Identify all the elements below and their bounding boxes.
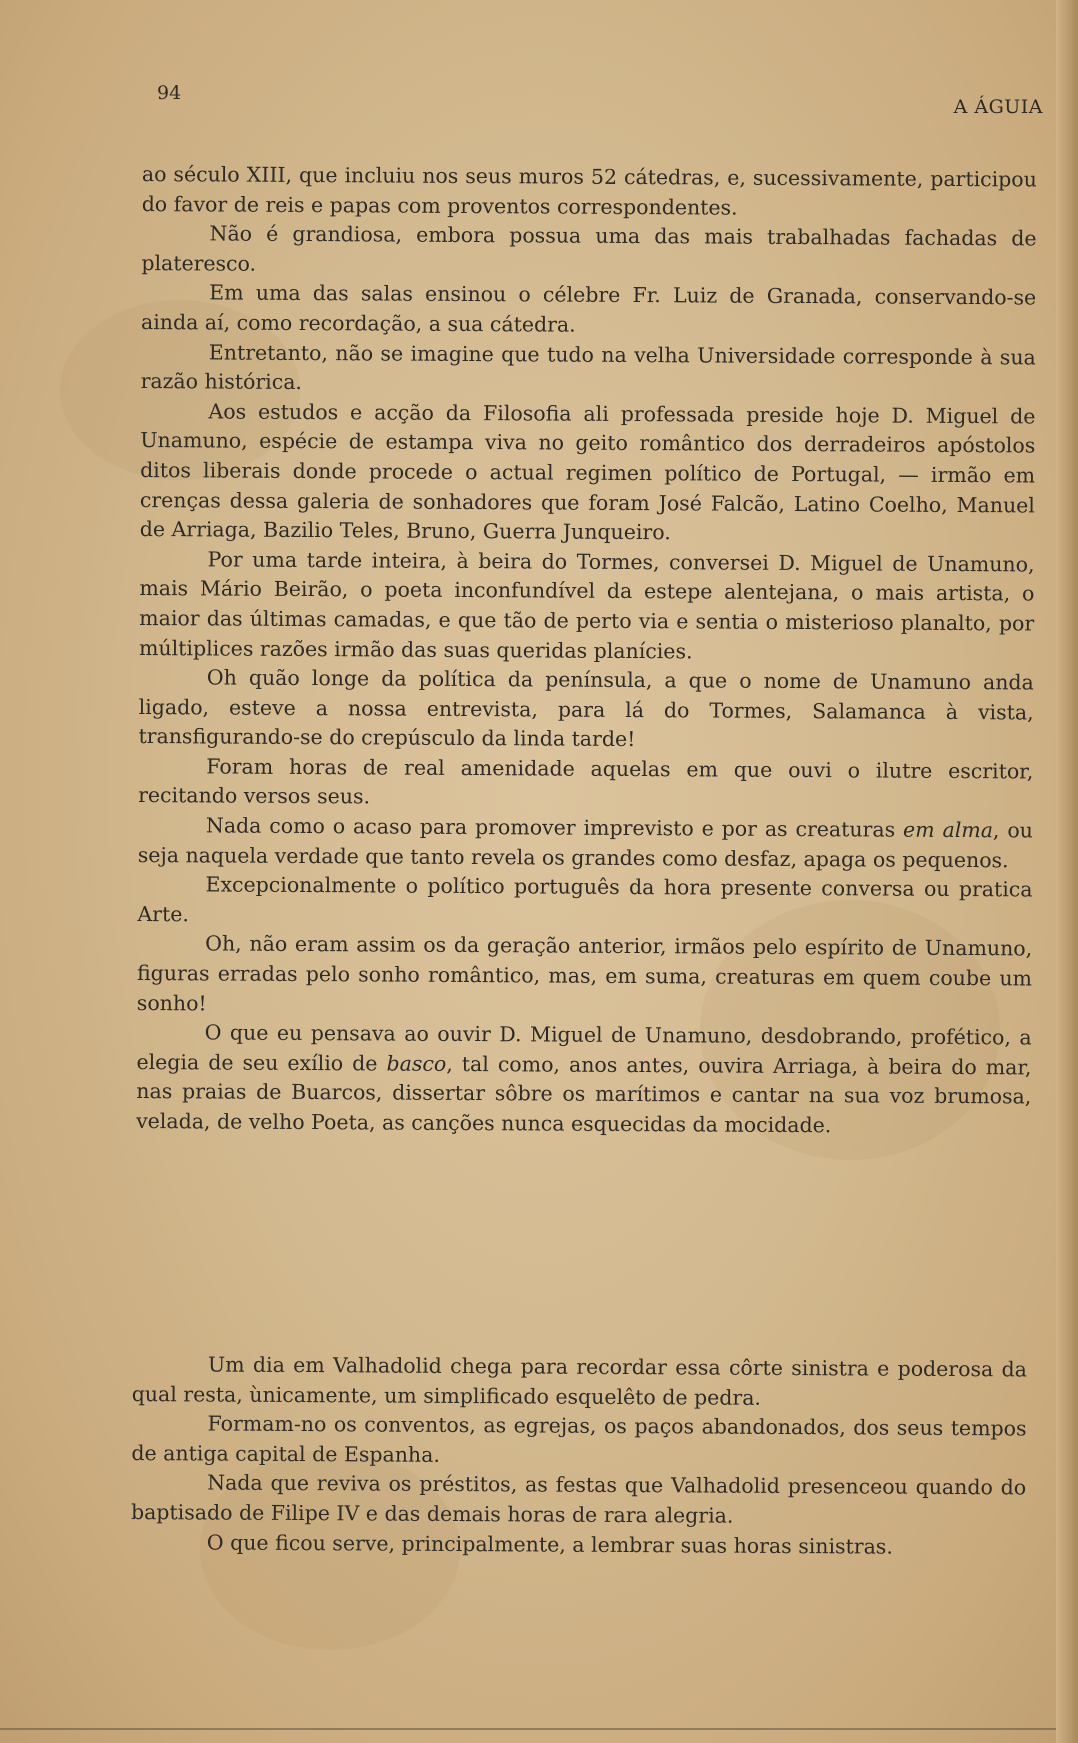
- page-edge: [1056, 0, 1078, 1743]
- page-number: 94: [157, 82, 182, 104]
- paragraph-with-italic: Nada como o acaso para promover imprevisto e por as creaturas em alma, ou seja naquela verdade que tanto revela os grandes como desfaz, apaga os pequenos.: [137, 813, 1034, 872]
- paragraph: Nada que reviva os préstitos, as festas que Valhadolid presenceou quando do baptisado de Filipe IV e das demais horas de rara alegria.: [130, 1470, 1027, 1528]
- page-header: [150, 82, 1045, 118]
- main-text: [136, 160, 1037, 1142]
- second-section-text: [131, 1350, 1027, 1563]
- paragraph: Formam-no os conventos, as egrejas, os paços abandonados, dos seus tempos de antiga capital de Espanha.: [131, 1411, 1027, 1467]
- italic-term: em alma: [902, 817, 994, 843]
- italic-term: basco: [386, 1051, 447, 1076]
- running-head: A ÁGUIA: [953, 96, 1043, 118]
- paragraph: Entretanto, não se imagine que tudo na velha Universidade corresponde à sua razão histórica.: [140, 339, 1036, 395]
- paragraph-with-italic: O que eu pensava ao ouvir D. Miguel de Unamuno, desdobrando, profético, a elegia de seu exílio de basco, tal como, anos antes, ouvira Arriaga, à beira do mar, nas praias de Buarcos, dissertar sôbre os marítimos e cantar na sua voz brumosa, velada, de velho Poeta, as canções nunca esquecidas da mocidade.: [136, 1020, 1032, 1138]
- paragraph: O que ficou serve, principalmente, a lembrar suas horas sinistras.: [206, 1530, 893, 1559]
- paragraph: Oh quão longe da política da península, a que o nome de Unamuno anda ligado, esteve a nossa entrevista, para lá do Tormes, Salamanca à vista, transfigurando-se do crepúsculo da linda tarde!: [138, 665, 1034, 752]
- paragraph: Oh, não eram assim os da geração anterior, irmãos pelo espírito de Unamuno, figuras erradas pelo sonho romântico, mas, em suma, creaturas em quem coube um sonho!: [136, 931, 1033, 1016]
- paragraph: Por uma tarde inteira, à beira do Tormes, conversei D. Miguel de Unamuno, mais Mário Beirão, o poeta inconfundível da estepe alentejana, o mais artista, o maior das últimas camadas, e que tão de perto via e sentia o misterioso planalto, por múltiplices razões irmão das suas queridas planícies.: [138, 547, 1035, 663]
- paragraph: Não é grandiosa, embora possua uma das mais trabalhadas fachadas de plateresco.: [141, 221, 1037, 276]
- paragraph: Um dia em Valhadolid chega para recordar essa côrte sinistra e poderosa da qual resta, ùnicamente, um simplificado esquelêto de pedra.: [131, 1352, 1027, 1410]
- bottom-edge-line: [0, 1728, 1078, 1730]
- paragraph: Foram horas de real amenidade aquelas em que ouvi o ilutre escritor, recitando versos seus.: [138, 754, 1034, 809]
- paragraph: Excepcionalmente o político português da hora presente conversa ou pratica Arte.: [137, 872, 1033, 927]
- paragraph: Aos estudos e acção da Filosofia ali professada preside hoje D. Miguel de Unamuno, espécie de estampa viva no geito romântico dos derradeiros apóstolos ditos liberais donde procede o actual regimen político de Portugal, — irmão em crenças dessa galeria de sonhadores que foram José Falcão, Latino Coelho, Manuel de Arriaga, Bazilio Teles, Bruno, Guerra Junqueiro.: [139, 399, 1036, 545]
- paragraph: ao século XIII, que incluiu nos seus muros 52 cátedras, e, sucessivamente, participou do favor de reis e papas com proventos correspondentes.: [141, 161, 1037, 220]
- paragraph: Em uma das salas ensinou o célebre Fr. Luiz de Granada, conservando-se ainda aí, como recordação, a sua cátedra.: [140, 280, 1037, 337]
